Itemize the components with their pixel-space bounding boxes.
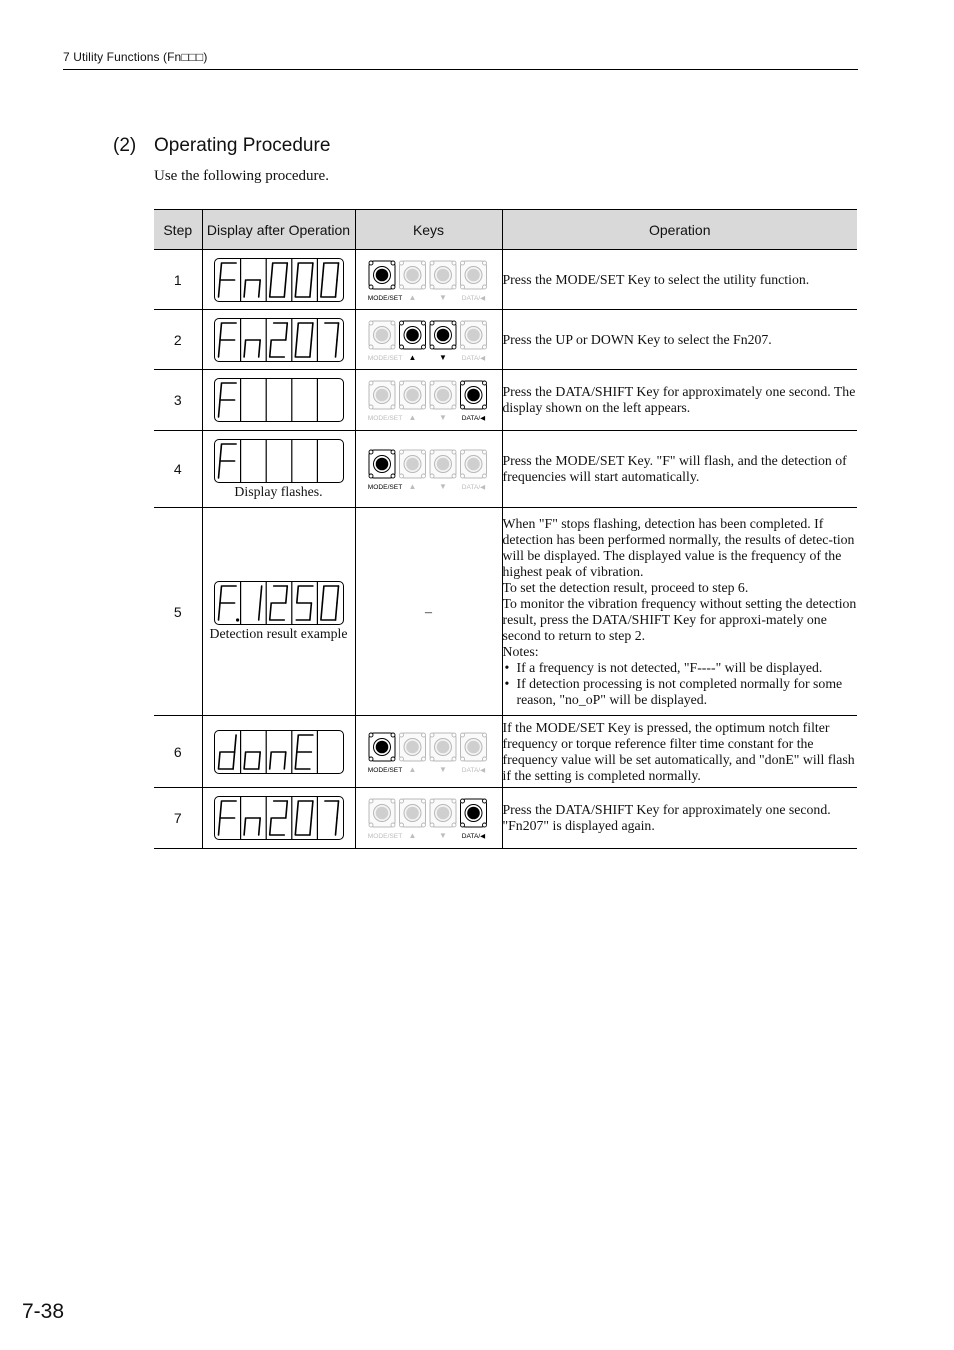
lcd-segment [220,444,222,461]
data-key-icon [460,733,486,761]
mode-key-label: MODE/SET [367,294,402,302]
lcd-segment [220,383,222,400]
lcd-segment [296,801,298,818]
lcd-display-svg [215,731,343,773]
mode-key-icon [369,381,395,409]
lcd-display-svg [215,797,343,839]
lcd-segment [309,280,311,297]
lcd-segment [218,752,220,769]
lcd-display-svg [215,379,343,421]
lcd-display-svg [215,582,343,624]
up-key-icon [399,799,425,827]
keys-cell [355,508,502,716]
keypad [367,377,491,423]
step-number: 4 [154,431,202,508]
mode-key-icon [369,261,395,289]
data-key-label: DATA/◀ [461,484,485,491]
data-key-label: DATA/◀ [461,833,485,840]
lcd-segment [233,752,235,769]
operation-text: Press the DATA/SHIFT Key for approximately one second. "Fn207" is displayed again. [502,802,831,833]
up-key-label: ▲ [408,482,416,491]
mode-key-label: MODE/SET [367,484,402,491]
lcd-segment [258,818,260,835]
lcd-segment [271,263,273,280]
lcd-segment [296,586,298,603]
display-caption: Display flashes. [234,483,323,499]
step-number: 7 [154,788,202,849]
keypad-svg [367,446,491,492]
display-cell [202,716,355,788]
procedure-table [154,209,857,849]
operation-text: When "F" stops flashing, detection has been completed. If detection has been performed normally, the results of detec-tion will be displayed. The displayed value is the frequency of the highest peak of vibration. [502,515,855,579]
lcd-segment [296,263,298,280]
lcd-display [214,439,344,483]
lcd-segment [335,340,337,357]
lcd-segment [269,340,271,357]
keypad [367,446,491,492]
keypad [367,729,491,775]
lcd-segment [218,400,220,417]
operation-cell [502,370,857,431]
down-key-icon [430,799,456,827]
lcd-segment [337,323,339,340]
lcd-segment [220,323,222,340]
lcd-segment [320,280,322,297]
keypad [367,795,491,841]
lcd-segment [322,586,324,603]
lcd-segment [244,340,246,357]
lcd-segment [269,752,271,769]
lcd-display [214,318,344,362]
display-cell [202,431,355,508]
up-key-icon [399,450,425,478]
lcd-segment [260,586,262,603]
keypad-svg [367,795,491,841]
step-number: 1 [154,250,202,310]
up-key-label: ▲ [408,831,416,840]
operation-cell [502,788,857,849]
header-rule [63,69,858,70]
up-key-icon [399,381,425,409]
keys-cell [355,788,502,849]
lcd-segment [218,280,220,297]
step-number: 6 [154,716,202,788]
lcd-segment [220,801,222,818]
lcd-segment [295,752,297,769]
lcd-display [214,378,344,422]
table-row [154,716,857,788]
data-key-icon [460,321,486,349]
data-key-label: DATA/◀ [461,294,485,302]
mode-key-icon [369,450,395,478]
operation-cell [502,431,857,508]
lcd-segment [285,801,287,818]
up-key-label: ▲ [408,352,416,362]
lcd-segment [295,280,297,297]
lcd-segment [244,818,246,835]
lcd-segment [218,603,220,620]
lcd-segment [218,461,220,478]
no-key-dash: – [425,604,432,620]
down-key-label: ▼ [438,482,447,491]
keys-cell [355,716,502,788]
operation-cell [502,508,857,716]
lcd-segment [337,801,339,818]
down-key-icon [430,381,456,409]
operation-text: If the MODE/SET Key is pressed, the optimum notch filter frequency or torque reference filter time constant for the frequency value will be set automatically, and "donE" will flash if the setting is completed normally. [502,719,855,783]
list-item: • If a frequency is not detected, "F----" will be displayed. [503,660,858,676]
section-title: Operating Procedure [154,135,331,156]
up-key-icon [399,733,425,761]
lcd-segment [220,586,222,603]
display-caption: Detection result example [209,626,348,641]
lcd-segment [311,323,313,340]
keypad-svg [367,317,491,363]
operation-text: Press the MODE/SET Key. "F" will flash, and the detection of frequencies will start automatically. [502,453,847,484]
lcd-segment [309,603,311,620]
lcd-segment [269,280,271,297]
lcd-display-svg [215,440,343,482]
keys-cell [355,431,502,508]
lcd-segment [234,735,236,752]
lcd-segment [285,323,287,340]
intro-text: Use the following procedure. [154,168,329,184]
lcd-decimal-point [236,618,239,621]
lcd-segment [296,735,298,752]
up-key-icon [399,261,425,289]
table-row [154,431,857,508]
section-heading [113,135,330,157]
step-number: 2 [154,310,202,370]
keypad [367,317,491,363]
lcd-segment [258,340,260,357]
operation-text: Press the MODE/SET Key to select the utility function. [502,271,810,287]
lcd-segment [295,340,297,357]
keys-cell [355,250,502,310]
operation-cell [502,310,857,370]
step-number: 5 [154,508,202,716]
down-key-label: ▼ [438,831,447,840]
lcd-segment [335,603,337,620]
up-key-icon [399,321,425,349]
operation-text: To set the detection result, proceed to step 6. [502,579,749,595]
lcd-segment [285,586,287,603]
data-key-icon [460,450,486,478]
keys-cell [355,370,502,431]
page-number: 7-38 [22,1300,65,1323]
display-cell [202,310,355,370]
lcd-segment [244,280,246,297]
lcd-display [214,581,344,625]
lcd-display-svg [215,259,343,301]
table-header-row [154,210,857,250]
lcd-segment [309,818,311,835]
up-key-label: ▲ [408,292,416,302]
mode-key-icon [369,799,395,827]
lcd-segment [295,818,297,835]
data-key-icon [460,381,486,409]
lcd-segment [296,323,298,340]
lcd-segment [311,263,313,280]
data-key-label: DATA/◀ [461,415,485,422]
lcd-segment [269,818,271,835]
lcd-segment [218,818,220,835]
lcd-segment [337,263,339,280]
lcd-segment [284,752,286,769]
keypad-svg [367,377,491,423]
lcd-segment [311,801,313,818]
mode-key-label: MODE/SET [367,415,402,422]
lcd-segment [218,340,220,357]
lcd-segment [258,603,260,620]
lcd-segment [335,818,337,835]
running-header: 7 Utility Functions (Fn□□□) [63,50,208,64]
data-key-icon [460,799,486,827]
data-key-label: DATA/◀ [461,354,485,362]
lcd-segment [322,263,324,280]
display-cell [202,250,355,310]
lcd-segment [309,340,311,357]
lcd-display [214,258,344,302]
operation-cell [502,716,857,788]
down-key-icon [430,733,456,761]
mode-key-label: MODE/SET [367,354,402,362]
display-cell [202,788,355,849]
mode-key-icon [369,321,395,349]
header-keys: Keys [355,210,502,250]
keypad [367,257,491,303]
mode-key-label: MODE/SET [367,833,402,840]
lcd-display [214,730,344,774]
mode-key-icon [369,733,395,761]
operation-text: To monitor the vibration frequency without setting the detection result, press the DATA/SHIFT Key for approxi-mately one second to return to step 2. [502,595,857,643]
lcd-segment [284,280,286,297]
keypad-svg [367,729,491,775]
down-key-label: ▼ [438,413,447,422]
lcd-display [214,796,344,840]
down-key-icon [430,321,456,349]
lcd-segment [337,586,339,603]
down-key-label: ▼ [438,764,447,774]
mode-key-label: MODE/SET [367,766,402,774]
lcd-segment [220,263,222,280]
operation-text: Press the DATA/SHIFT Key for approximately one second. The display shown on the left appears. [502,384,856,415]
display-cell [202,370,355,431]
table-row [154,788,857,849]
lcd-segment [258,752,260,769]
table-row [154,508,857,716]
operation-cell [502,250,857,310]
down-key-icon [430,450,456,478]
lcd-segment [320,603,322,620]
operation-text: Press the UP or DOWN Key to select the Fn207. [502,331,772,347]
lcd-segment [244,752,246,769]
down-key-label: ▼ [438,292,447,302]
header-step: Step [154,210,202,250]
data-key-icon [460,261,486,289]
operation-text: Notes: [502,643,539,659]
lcd-segment [335,280,337,297]
header-display: Display after Operation [202,210,355,250]
section-number: (2) [113,135,137,156]
list-item: • If detection processing is not completed normally for some reason, "no_oP" will be displayed. [503,676,858,708]
lcd-segment [269,603,271,620]
keys-cell [355,310,502,370]
table-row [154,250,857,310]
keypad-svg [367,257,491,303]
down-key-icon [430,261,456,289]
down-key-label: ▼ [438,352,447,362]
lcd-segment [285,263,287,280]
up-key-label: ▲ [408,413,416,422]
lcd-display-svg [215,319,343,361]
step-number: 3 [154,370,202,431]
display-cell [202,508,355,716]
table-row [154,370,857,431]
table-body [154,250,857,849]
notes-list [503,660,858,708]
data-key-label: DATA/◀ [461,766,485,774]
header-operation: Operation [502,210,857,250]
up-key-label: ▲ [408,764,416,774]
lcd-segment [258,280,260,297]
table-row [154,310,857,370]
